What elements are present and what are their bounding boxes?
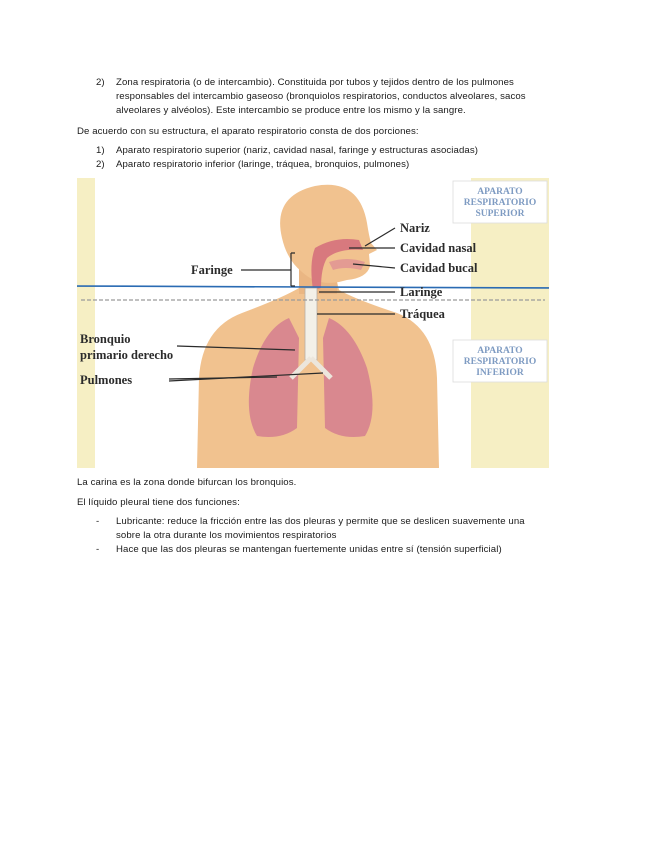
lower-box-line-2: RESPIRATORIO (463, 357, 537, 367)
intro-line-3: alveolares y alvéolos). Este intercambio se produce entre los mismo y la sangre. (116, 105, 466, 116)
upper-box-line-2: RESPIRATORIO (463, 198, 537, 208)
list-number: 1) (96, 145, 105, 156)
upper-box-line-3: SUPERIOR (475, 209, 525, 219)
upper-box-line-1: APARATO (477, 187, 523, 197)
pleural-function-1-line-2: sobre la otra durante los movimientos respiratorios (116, 530, 337, 541)
pleural-function-2: Hace que las dos pleuras se mantengan fuertemente unidas entre sí (tensión superficial) (116, 544, 502, 555)
trachea-shape (305, 288, 317, 360)
pleural-intro: El líquido pleural tiene dos funciones: (77, 497, 240, 508)
label-nariz: Nariz (400, 221, 430, 235)
label-cavidad-nasal: Cavidad nasal (400, 241, 477, 255)
portion-lower: Aparato respiratorio inferior (laringe, tráquea, bronquios, pulmones) (116, 159, 410, 170)
label-faringe: Faringe (191, 263, 233, 277)
label-cavidad-bucal: Cavidad bucal (400, 261, 478, 275)
label-bronquio-derecho: primario derecho (80, 348, 174, 362)
structure-intro: De acuerdo con su estructura, el aparato respiratorio consta de dos porciones: (77, 126, 419, 137)
lower-box-line-1: APARATO (477, 346, 523, 356)
list-number: 2) (96, 159, 105, 170)
bullet: - (96, 516, 100, 527)
label-laringe: Laringe (400, 285, 443, 299)
bullet: - (96, 544, 100, 555)
carina-text: La carina es la zona donde bifurcan los bronquios. (77, 477, 297, 488)
label-pulmones: Pulmones (80, 373, 133, 387)
portion-upper: Aparato respiratorio superior (nariz, cavidad nasal, faringe y estructuras asociadas) (116, 145, 479, 156)
respiratory-system-figure (77, 178, 549, 468)
intro-line-2: responsables del intercambio gaseoso (bronquiolos respiratorios, conductos alveolares, sacos (116, 91, 526, 102)
list-number: 2) (96, 77, 105, 88)
pleural-function-1-line-1: Lubricante: reduce la fricción entre las dos pleuras y permite que se deslicen suavemente una (116, 516, 525, 527)
left-side-band (77, 178, 95, 468)
intro-line-1: Zona respiratoria (o de intercambio). Constituida por tubos y tejidos dentro de los pulmones (116, 77, 514, 88)
label-bronquio: Bronquio (80, 332, 131, 346)
label-traquea: Tráquea (400, 307, 445, 321)
lower-box-line-3: INFERIOR (476, 368, 524, 378)
